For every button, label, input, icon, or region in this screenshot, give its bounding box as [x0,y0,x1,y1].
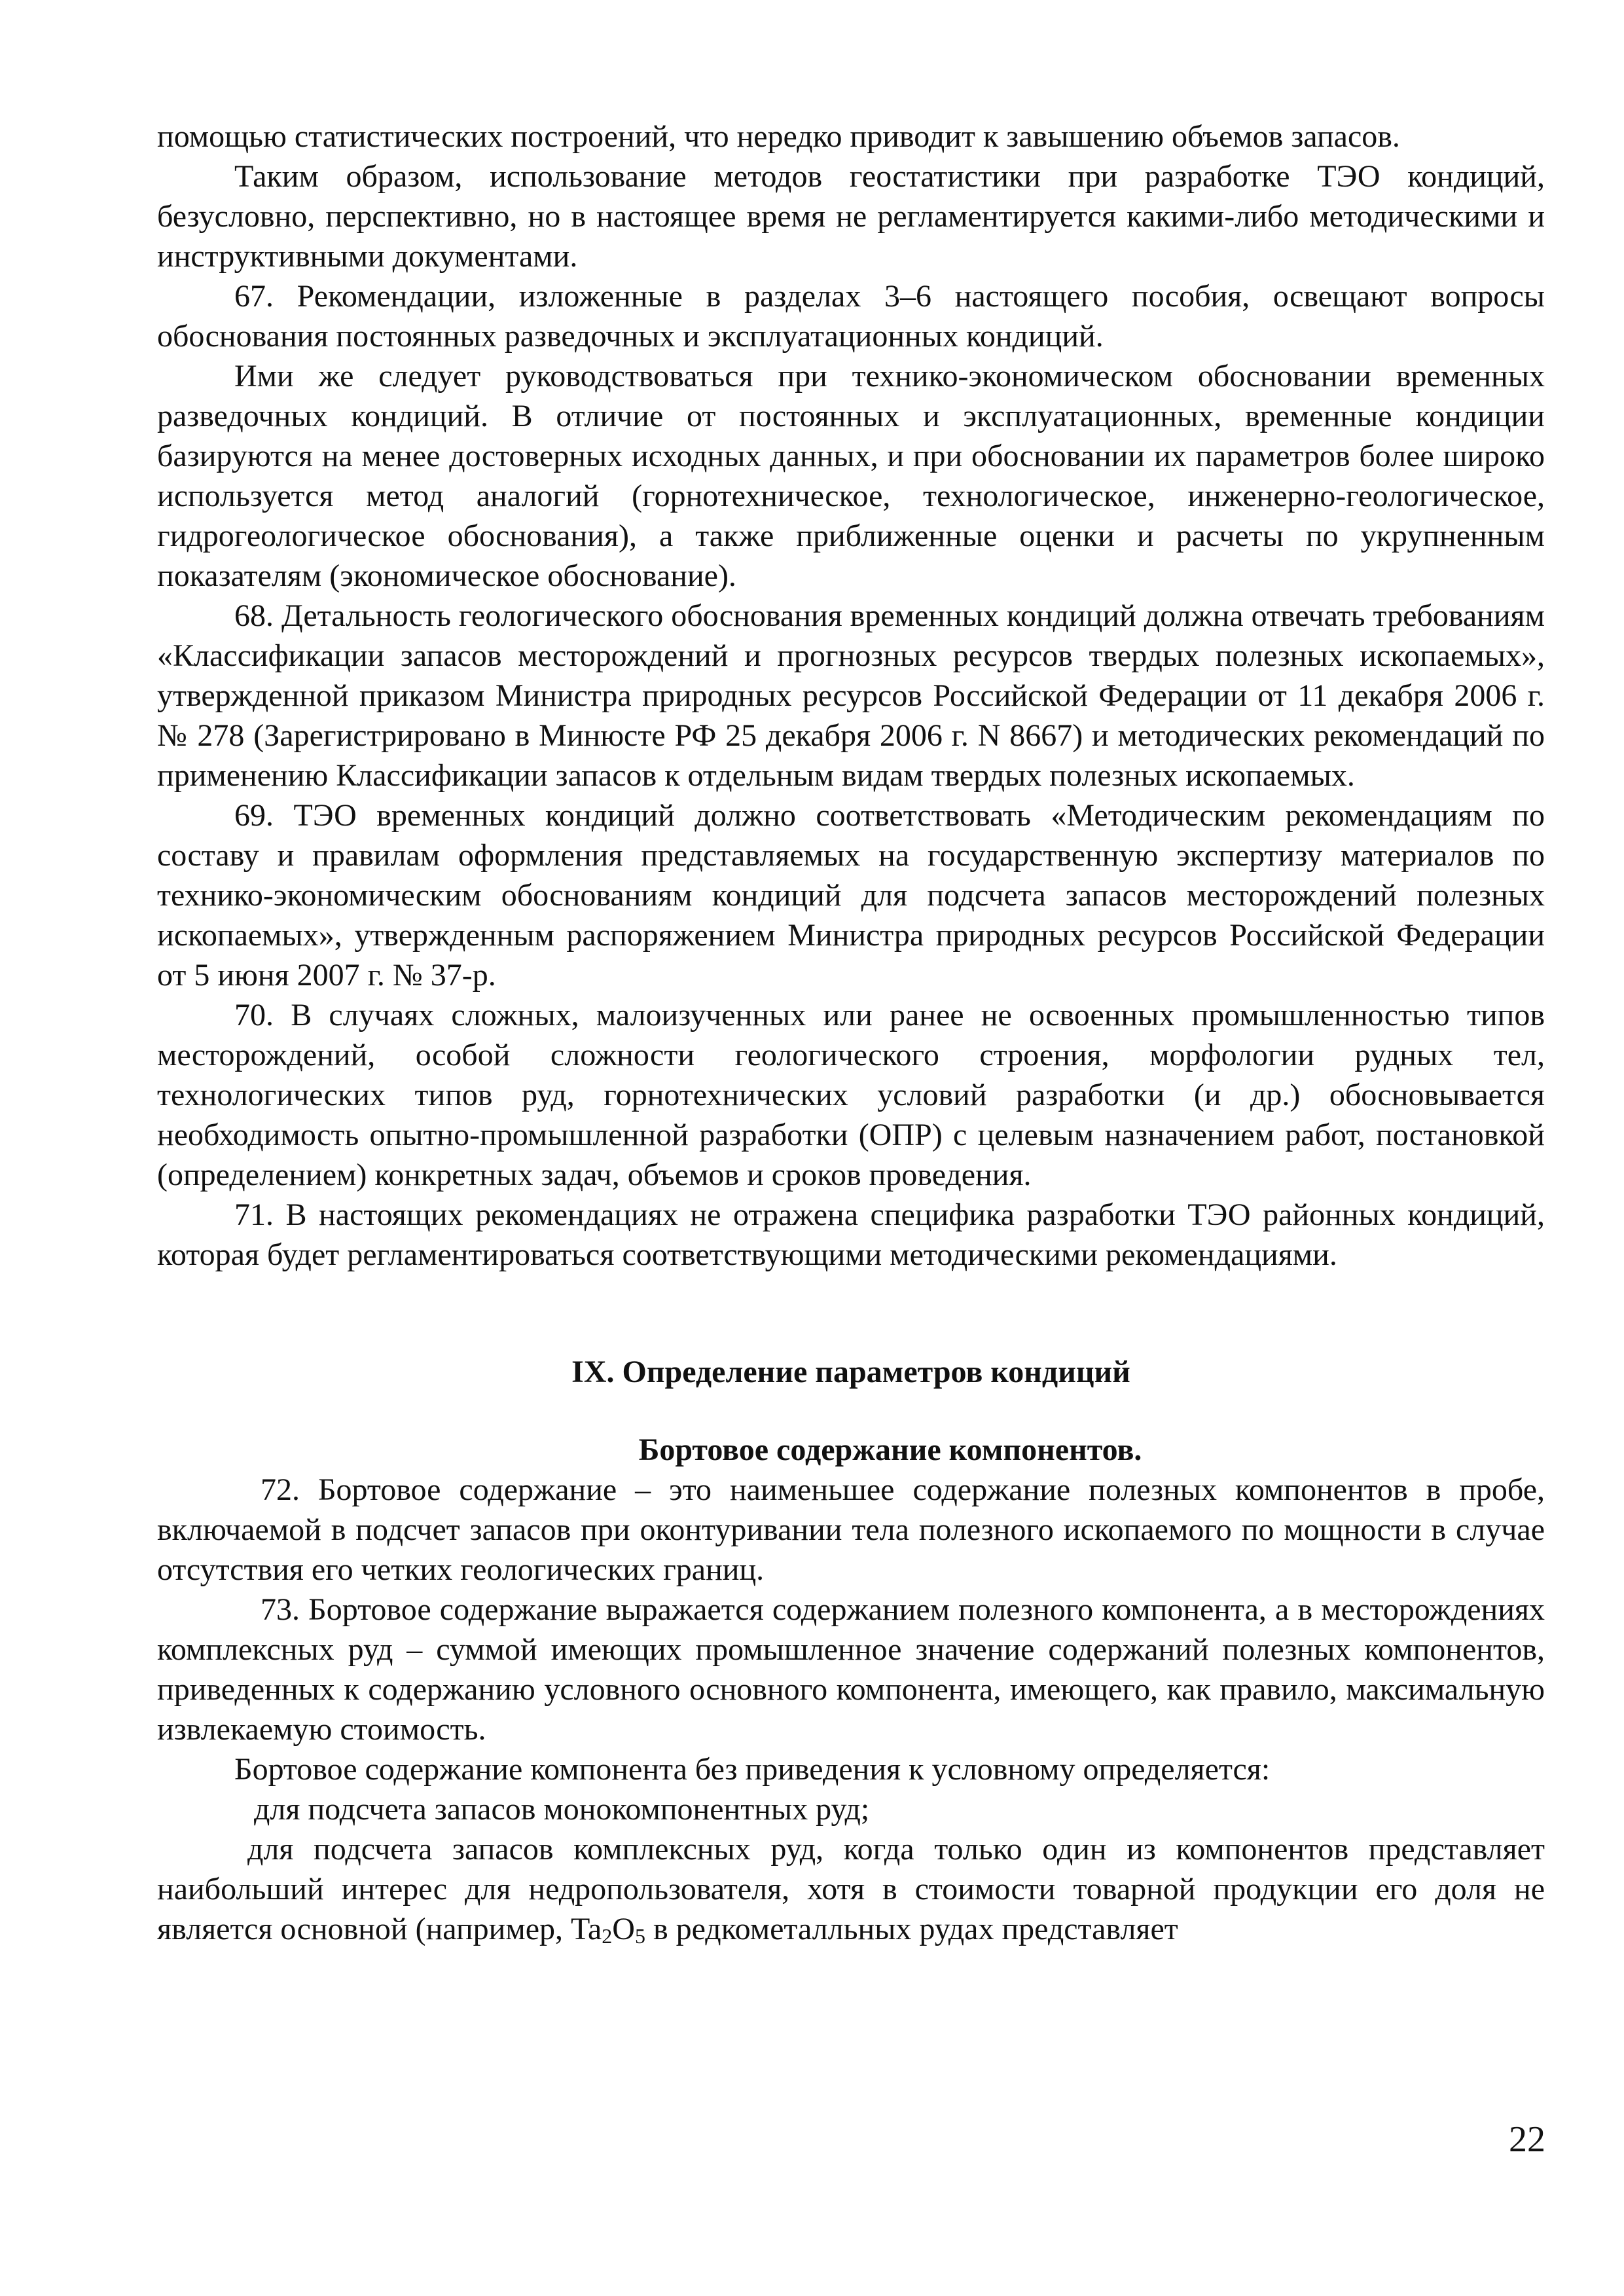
paragraph: Таким образом, использование методов геостатистики при разработке ТЭО кондиций, безусловно, перспективно, но в настоящее время не регламентируется какими-либо методическими и инструктивными документами. [157,159,1545,274]
paragraph: Ими же следует руководствоваться при технико-экономическом обосновании временных разведочных кондиций. В отличие от постоянных и эксплуатационных, временные кондиции базируются на менее достоверных исходных данных, и при обосновании их параметров более широко используется метод аналогий (горнотехническое, технологическое, инженерно-геологическое, гидрогеологическое обоснования), а также приближенные оценки и расчеты по укрупненным показателям (экономическое обоснование). [157,359,1545,593]
paragraph-73: 73. Бортовое содержание выражается содержанием полезного компонента, а в месторождениях комплексных руд – суммой имеющих промышленное значение содержаний полезных компонентов, приведенных к содержанию условного основного компонента, имеющего, как правило, максимальную извлекаемую стоимость. [157,1592,1545,1747]
page-number: 22 [1509,2119,1545,2160]
paragraph-72: 72. Бортовое содержание – это наименьшее содержание полезных компонентов в пробе, включаемой в подсчет запасов при оконтуривании тела полезного ископаемого по мощности в случае отсутствия его четких геологических границ. [157,1472,1545,1587]
paragraph-71: 71. В настоящих рекомендациях не отражена специфика разработки ТЭО районных кондиций, которая будет регламентироваться соответствующими методическими рекомендациями. [157,1197,1545,1272]
subheading: Бортовое содержание компонентов. [638,1432,1142,1467]
text-run: в редкометалльных рудах представляет [645,1912,1178,1946]
text-run: O [612,1912,635,1946]
list-item [157,1829,1545,1949]
text-run: для подсчета запасов комплексных руд, когда только один из компонентов представляет наибольший интерес для недропользователя, хотя в стоимости товарной продукции его доля не является основной (например, Ta [157,1832,1545,1946]
paragraph-70: 70. В случаях сложных, малоизученных или ранее не освоенных промышленностью типов месторождений, особой сложности геологического строения, морфологии рудных тел, технологических типов руд, горнотехнических условий разработки (и др.) обосновывается необходимость опытно-промышленной разработки (ОПР) с целевым назначением работ, постановкой (определением) конкретных задач, объемов и сроков проведения. [157,998,1545,1192]
paragraph-67: 67. Рекомендации, изложенные в разделах 3–6 настоящего пособия, освещают вопросы обоснования постоянных разведочных и эксплуатационных кондиций. [157,279,1545,354]
paragraph-69: 69. ТЭО временных кондиций должно соответствовать «Методическим рекомендациям по составу и правилам оформления представляемых на государственную экспертизу материалов по технико-экономическим обоснованиям кондиций для подсчета запасов месторождений полезных ископаемых», утвержденным распоряжением Министра природных ресурсов Российской Федерации от 5 июня 2007 г. № 37-р. [157,798,1545,993]
paragraph-continuation: помощью статистических построений, что нередко приводит к завышению объемов запасов. [157,119,1400,154]
body-text [157,117,1545,1949]
section-heading: IX. Определение параметров кондиций [571,1355,1130,1389]
subscript: 2 [602,1924,613,1948]
list-item: для подсчета запасов монокомпонентных руд; [254,1792,870,1827]
paragraph-68: 68. Детальность геологического обоснования временных кондиций должна отвечать требованиям «Классификации запасов месторождений и прогнозных ресурсов твердых полезных ископаемых», утвержденной приказом Министра природных ресурсов Российской Федерации от 11 декабря 2006 г. № 278 (Зарегистрировано в Минюсте РФ 25 декабря 2006 г. N 8667) и методических рекомендаций по применению Классификации запасов к отдельным видам твердых полезных ископаемых. [157,598,1545,793]
subscript: 5 [634,1924,645,1948]
paragraph: Бортовое содержание компонента без приведения к условному определяется: [234,1752,1271,1787]
